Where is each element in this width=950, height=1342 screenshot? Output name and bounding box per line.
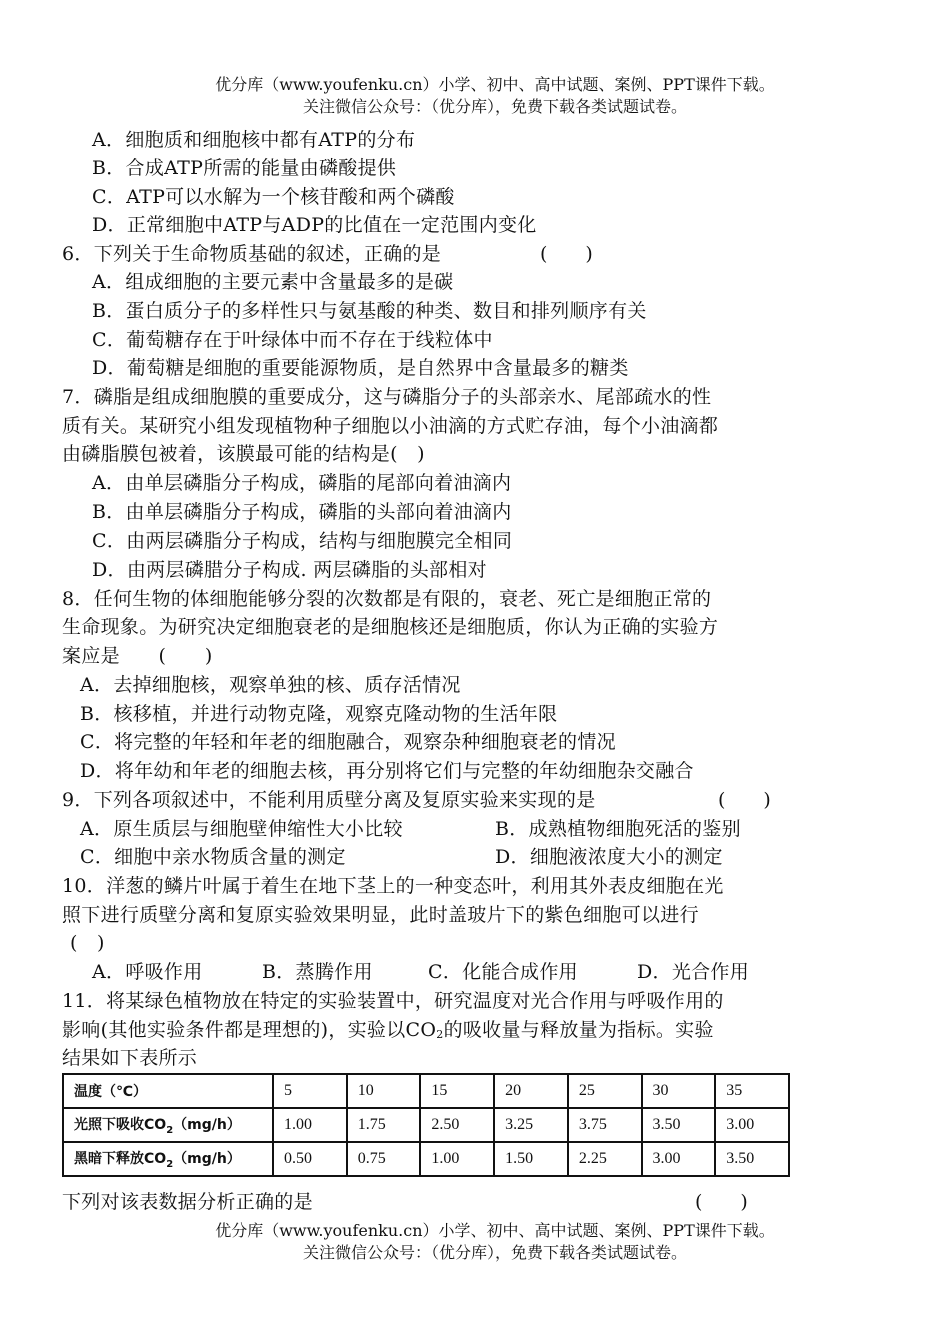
- table-cell: 15: [420, 1074, 494, 1108]
- table-cell: 3.50: [715, 1142, 789, 1176]
- table-cell: 0.75: [347, 1142, 421, 1176]
- table-cell: 1.75: [347, 1108, 421, 1142]
- q7-stem-line-2: 质有关。某研究小组发现植物种子细胞以小油滴的方式贮存油，每个小油滴都: [62, 415, 719, 437]
- row-label-light-absorb: 光照下吸收$CO_2(mg/h)$: [63, 1108, 273, 1142]
- q9-option-a: A．原生质层与细胞壁伸缩性大小比较: [80, 818, 403, 840]
- q8-stem-line-1: 8．任何生物的体细胞能够分裂的次数都是有限的，衰老、死亡是细胞正常的: [62, 588, 712, 610]
- table-cell: 10: [347, 1074, 421, 1108]
- co2-subscript: 2: [436, 1028, 444, 1041]
- temperature-co2-table: [62, 1073, 790, 1177]
- q11-stem-line-2-b: 的吸收量与释放量为指标。实验: [443, 1019, 714, 1041]
- footer-line-2: 关注微信公众号：（优分库），免费下载各类试题试卷。: [302, 1243, 687, 1262]
- q7-stem-line-3: 由磷脂膜包被着，该膜最可能的结构是( ): [62, 443, 425, 465]
- q6-option-d: D．葡萄糖是细胞的重要能源物质，是自然界中含量最多的糖类: [92, 357, 629, 379]
- q6-option-c: C．葡萄糖存在于叶绿体中而不存在于线粒体中: [92, 329, 493, 351]
- q8-option-b: B．核移植，并进行动物克隆，观察克隆动物的生活年限: [80, 703, 558, 725]
- q7-option-b: B．由单层磷脂分子构成，磷脂的头部向着油滴内: [92, 501, 512, 523]
- table-cell: 30: [642, 1074, 716, 1108]
- q9-stem: 9．下列各项叙述中，不能利用质壁分离及复原实验来实现的是: [62, 789, 596, 811]
- q7-option-d: D．由两层磷腊分子构成. 两层磷脂的头部相对: [92, 559, 487, 581]
- q10-stem-line-1: 10．洋葱的鳞片叶属于着生在地下茎上的一种变态叶，利用其外表皮细胞在光: [62, 875, 724, 897]
- table-cell: 5: [273, 1074, 347, 1108]
- table-cell: 0.50: [273, 1142, 347, 1176]
- q8-option-d: D．将年幼和年老的细胞去核，再分别将它们与完整的年幼细胞杂交融合: [80, 760, 694, 782]
- table-cell: 1.00: [420, 1142, 494, 1176]
- q9-option-d: D．细胞液浓度大小的测定: [495, 846, 723, 868]
- q9-option-c: C．细胞中亲水物质含量的测定: [80, 846, 346, 868]
- q5-option-b: B．合成ATP所需的能量由磷酸提供: [92, 157, 397, 179]
- header-line-2: 关注微信公众号：（优分库），免费下载各类试题试卷。: [302, 97, 687, 116]
- footer-line-1: 优分库（www.youfenku.cn）小学、初中、高中试题、案例、PPT课件下载。: [215, 1221, 775, 1240]
- q6-answer-bracket: ( ): [540, 243, 593, 265]
- q10-option-a: A．呼吸作用: [92, 961, 203, 983]
- q5-option-a: A．细胞质和细胞核中都有ATP的分布: [92, 129, 416, 151]
- q10-option-b: B．蒸腾作用: [262, 961, 373, 983]
- table-cell: 3.75: [568, 1108, 642, 1142]
- q7-option-c: C．由两层磷脂分子构成，结构与细胞膜完全相同: [92, 530, 513, 552]
- table-cell: 3.25: [494, 1108, 568, 1142]
- q9-option-b: B．成熟植物细胞死活的鉴别: [495, 818, 741, 840]
- q5-option-d: D．正常细胞中ATP与ADP的比值在一定范围内变化: [92, 214, 537, 236]
- table-cell: 25: [568, 1074, 642, 1108]
- q6-option-a: A．组成细胞的主要元素中含量最多的是碳: [92, 271, 454, 293]
- table-cell: 3.00: [715, 1108, 789, 1142]
- q8-stem-line-2: 生命现象。为研究决定细胞衰老的是细胞核还是细胞质，你认为正确的实验方: [62, 616, 719, 638]
- q11-stem-line-1: 11．将某绿色植物放在特定的实验装置中，研究温度对光合作用与呼吸作用的: [62, 990, 724, 1012]
- q10-option-c: C．化能合成作用: [428, 961, 578, 983]
- table-row-temperature: [63, 1074, 789, 1108]
- table-row-light-absorb: [63, 1108, 789, 1142]
- q6-option-b: B．蛋白质分子的多样性只与氨基酸的种类、数目和排列顺序有关: [92, 300, 647, 322]
- q10-stem-line-2: 照下进行质壁分离和复原实验效果明显，此时盖玻片下的紫色细胞可以进行: [62, 904, 699, 926]
- q10-stem-line-3: ( ): [70, 932, 105, 954]
- q7-stem-line-1: 7．磷脂是组成细胞膜的重要成分，这与磷脂分子的头部亲水、尾部疏水的性: [62, 386, 712, 408]
- table-cell: 2.25: [568, 1142, 642, 1176]
- q8-option-c: C．将完整的年轻和年老的细胞融合，观察杂种细胞衰老的情况: [80, 731, 616, 753]
- q7-option-a: A．由单层磷脂分子构成，磷脂的尾部向着油滴内: [92, 472, 512, 494]
- table-cell: 1.00: [273, 1108, 347, 1142]
- table-cell: 1.50: [494, 1142, 568, 1176]
- table-row-dark-release: [63, 1142, 789, 1176]
- q11-question: 下列对该表数据分析正确的是: [62, 1191, 313, 1213]
- q11-stem-line-3: 结果如下表所示: [62, 1047, 198, 1069]
- q10-option-d: D．光合作用: [637, 961, 750, 983]
- table-cell: 35: [715, 1074, 789, 1108]
- header-line-1: 优分库（www.youfenku.cn）小学、初中、高中试题、案例、PPT课件下载。: [215, 75, 775, 94]
- q6-stem: 6．下列关于生命物质基础的叙述，正确的是: [62, 243, 442, 265]
- table-cell: 3.50: [642, 1108, 716, 1142]
- table-cell: 3.00: [642, 1142, 716, 1176]
- q8-stem-line-3: 案应是 ( ): [62, 645, 213, 667]
- q9-answer-bracket: ( ): [718, 789, 771, 811]
- q5-option-c: C．ATP可以水解为一个核苷酸和两个磷酸: [92, 186, 455, 208]
- table-cell: 2.50: [420, 1108, 494, 1142]
- q11-answer-bracket: ( ): [695, 1191, 748, 1213]
- table-cell: 20: [494, 1074, 568, 1108]
- q8-option-a: A．去掉细胞核，观察单独的核、质存活情况: [80, 674, 461, 696]
- q11-stem-line-2-a: 影响(其他实验条件都是理想的)，实验以CO: [62, 1019, 437, 1041]
- row-label-temperature: 温度（℃）: [63, 1074, 273, 1108]
- row-label-dark-release: 黑暗下释放$CO_2(mg/h)$: [63, 1142, 273, 1176]
